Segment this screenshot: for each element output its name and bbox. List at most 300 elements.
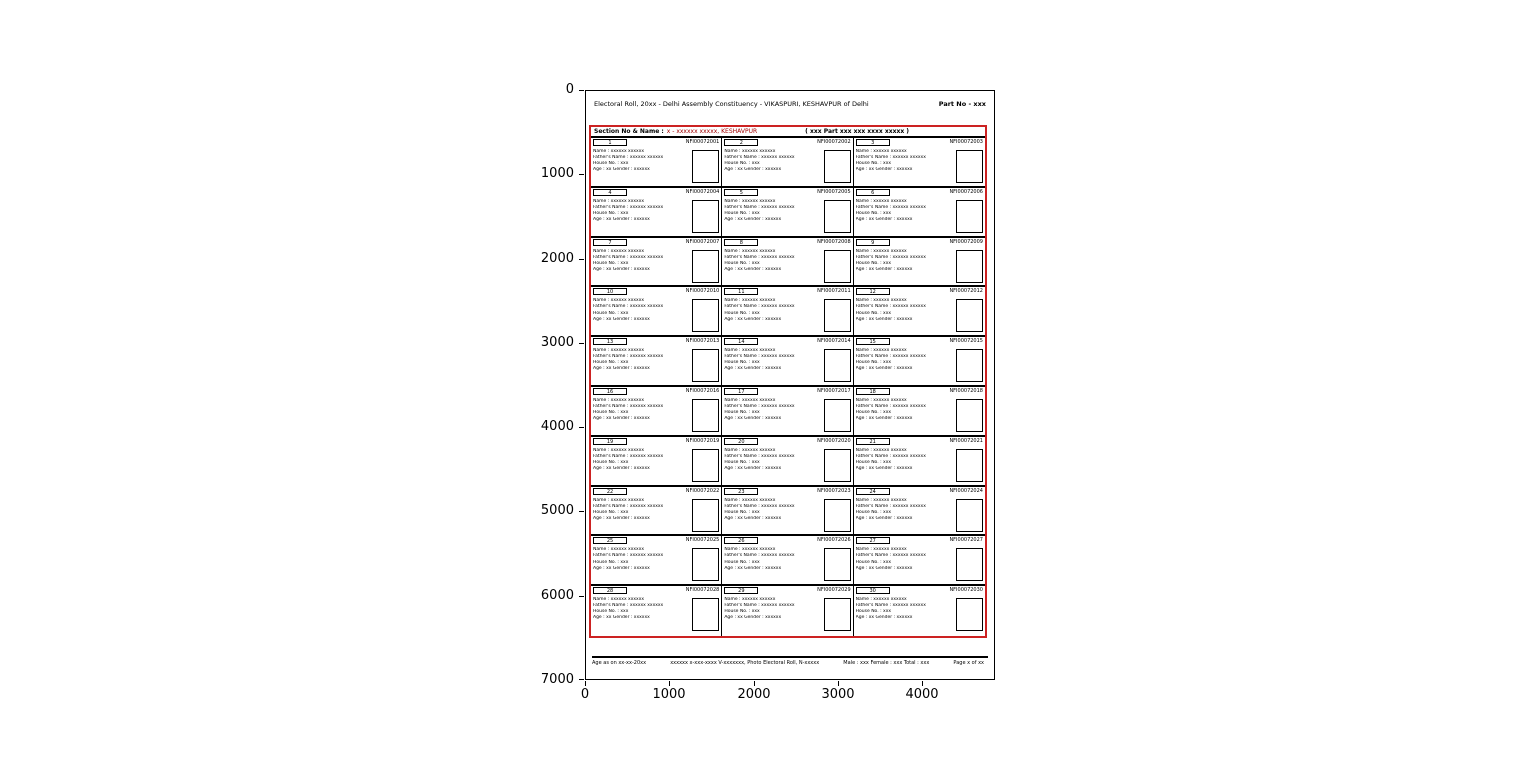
field-line: Name : xxxxxx xxxxxx [593, 149, 645, 154]
field-line: House No. : xxx [724, 509, 760, 515]
voter-card [722, 387, 853, 437]
field-line: Age : xx Gender : xxxxxx [855, 366, 913, 372]
voter-card-header [593, 587, 719, 596]
serial-number-box: 1 [593, 139, 627, 146]
voter-card-header [724, 488, 850, 497]
voter-card [854, 387, 985, 437]
voter-id: NFI00072003 [949, 139, 983, 145]
voter-card-body [593, 547, 719, 581]
voter-card-body [856, 498, 983, 532]
field-line: Age : xx Gender : xxxxxx [724, 266, 782, 272]
voter-id: NFI00072001 [685, 139, 720, 145]
field-line: Name : xxxxxx xxxxxx [593, 248, 645, 254]
field-line: Name : xxxxxx xxxxxx [855, 198, 907, 204]
serial-number-box: 8 [724, 239, 758, 246]
voter-card-body [593, 448, 719, 482]
voter-id: NFI00072008 [817, 238, 851, 245]
serial-number-box: 5 [724, 189, 758, 196]
photo-placeholder [956, 299, 983, 332]
field-line: Age : xx Gender : xxxxxx [593, 565, 650, 571]
voter-fields [593, 448, 690, 482]
voter-card [591, 586, 722, 636]
voter-id: NFI00072010 [685, 288, 720, 295]
field-line: Age : xx Gender : xxxxxx [593, 366, 650, 372]
voter-id: NFI00072028 [685, 587, 720, 594]
photo-placeholder [956, 399, 983, 432]
voter-card-body [724, 448, 850, 482]
field-line: Father's Name : xxxxxx xxxxxx [855, 503, 926, 509]
voter-card [591, 188, 722, 238]
voter-card-body [724, 348, 850, 382]
photo-placeholder [824, 150, 851, 183]
photo-placeholder [692, 399, 719, 432]
voter-card-body [724, 597, 850, 631]
serial-number-box: 22 [593, 488, 627, 495]
voter-fields [856, 249, 954, 283]
field-line: Age : xx Gender : xxxxxx [593, 465, 650, 471]
serial-number-box: 16 [593, 388, 627, 395]
footer-age-note: Age as on xx-xx-20xx [592, 660, 647, 666]
field-line: Father's Name : xxxxxx xxxxxx [724, 155, 795, 161]
serial-number-box: 4 [593, 189, 627, 196]
photo-placeholder [824, 250, 851, 283]
y-tick-mark [579, 343, 584, 344]
field-line: Name : xxxxxx xxxxxx [593, 547, 645, 553]
page-number: Page x of xx [953, 660, 984, 666]
field-line: House No. : xxx [593, 210, 629, 216]
x-tick-mark [838, 681, 839, 686]
field-line: House No. : xxx [593, 260, 629, 266]
serial-number-box: 15 [856, 338, 890, 345]
serial-number-box: 10 [593, 288, 627, 295]
x-tick-mark [754, 681, 755, 686]
voter-card [591, 536, 722, 586]
voter-card-header [593, 288, 719, 297]
voter-card [854, 238, 985, 288]
serial-number-box: 17 [724, 388, 758, 395]
photo-placeholder [824, 299, 851, 332]
document-header [594, 99, 986, 109]
field-line: Father's Name : xxxxxx xxxxxx [724, 254, 795, 260]
field-line: Name : xxxxxx xxxxxx [593, 447, 645, 453]
serial-number-box: 13 [593, 338, 627, 345]
field-line: Father's Name : xxxxxx xxxxxx [724, 204, 795, 210]
voter-id: NFI00072022 [685, 487, 720, 494]
voter-card-body [593, 249, 719, 283]
voter-card [854, 487, 985, 537]
field-line: Name : xxxxxx xxxxxx [855, 248, 907, 254]
section-value: x - xxxxxx xxxxx, KESHAVPUR [666, 128, 758, 135]
photo-placeholder [956, 499, 983, 532]
field-line: Age : xx Gender : xxxxxx [724, 167, 782, 173]
voter-card-body [856, 547, 983, 581]
field-line: House No. : xxx [593, 410, 629, 416]
voter-card [591, 138, 722, 188]
voter-card [722, 437, 853, 487]
voter-card [722, 238, 853, 288]
voter-card [591, 487, 722, 537]
y-tick-mark [579, 511, 584, 512]
serial-number-box: 28 [593, 587, 627, 594]
voter-card-body [856, 448, 983, 482]
field-line: Father's Name : xxxxxx xxxxxx [593, 254, 664, 260]
field-line: Father's Name : xxxxxx xxxxxx [724, 453, 795, 459]
field-line: Father's Name : xxxxxx xxxxxx [593, 503, 664, 509]
voter-fields [593, 348, 690, 382]
voter-id: NFI00072020 [817, 437, 851, 444]
voter-card-header [593, 537, 719, 546]
field-line: Father's Name : xxxxxx xxxxxx [593, 304, 664, 310]
field-line: Age : xx Gender : xxxxxx [855, 615, 913, 621]
x-tick-mark [585, 681, 586, 686]
y-tick-mark [579, 427, 584, 428]
photo-placeholder [824, 399, 851, 432]
photo-placeholder [824, 449, 851, 482]
voter-card-header [856, 587, 983, 596]
voter-id: NFI00072024 [949, 487, 983, 494]
voter-fields [856, 547, 954, 581]
voter-fields [856, 398, 954, 432]
voter-fields [724, 448, 821, 482]
voter-card-header [856, 537, 983, 546]
document-title: Electoral Roll, 20xx - Delhi Assembly Constituency - VIKASPURI, KESHAVPUR of Delhi [594, 100, 869, 108]
photo-placeholder [956, 598, 983, 631]
voter-card [854, 437, 985, 487]
field-line: Father's Name : xxxxxx xxxxxx [593, 453, 664, 459]
voter-fields [856, 348, 954, 382]
serial-number-box: 14 [724, 338, 758, 345]
field-line: Name : xxxxxx xxxxxx [724, 198, 776, 204]
x-tick-label: 1000 [652, 687, 686, 702]
voter-fields [856, 298, 954, 332]
voter-fields [724, 298, 821, 332]
photo-placeholder [956, 150, 983, 183]
field-line: House No. : xxx [724, 410, 760, 416]
field-line: Name : xxxxxx xxxxxx [724, 248, 776, 254]
field-line: Father's Name : xxxxxx xxxxxx [855, 603, 926, 609]
field-line: House No. : xxx [724, 559, 760, 565]
voter-card-body [724, 547, 850, 581]
field-line: Father's Name : xxxxxx xxxxxx [855, 155, 926, 161]
serial-number-box: 11 [724, 288, 758, 295]
field-line: Father's Name : xxxxxx xxxxxx [855, 204, 926, 210]
field-line: Father's Name : xxxxxx xxxxxx [724, 503, 795, 509]
field-line: Father's Name : xxxxxx xxxxxx [593, 603, 664, 609]
field-line: Name : xxxxxx xxxxxx [855, 149, 907, 154]
field-line: House No. : xxx [593, 609, 629, 615]
section-label: Section No & Name : [594, 128, 664, 135]
serial-number-box: 19 [593, 438, 627, 445]
voter-card [722, 188, 853, 238]
photo-placeholder [956, 250, 983, 283]
field-line: House No. : xxx [855, 260, 892, 266]
voter-fields [593, 498, 690, 532]
field-line: Age : xx Gender : xxxxxx [855, 565, 913, 571]
field-line: House No. : xxx [855, 609, 892, 615]
voter-id: NFI00072013 [685, 338, 720, 345]
voter-id: NFI00072023 [817, 487, 851, 494]
serial-number-box: 7 [593, 239, 627, 246]
field-line: Father's Name : xxxxxx xxxxxx [855, 354, 926, 360]
voter-card-body [724, 149, 850, 183]
field-line: House No. : xxx [724, 609, 760, 615]
field-line: Name : xxxxxx xxxxxx [724, 447, 776, 453]
field-line: House No. : xxx [593, 161, 629, 167]
voter-fields [724, 249, 821, 283]
y-tick-mark [579, 259, 584, 260]
field-line: Name : xxxxxx xxxxxx [855, 447, 907, 453]
photo-placeholder [692, 299, 719, 332]
field-line: House No. : xxx [724, 260, 760, 266]
photo-placeholder [824, 598, 851, 631]
field-line: Age : xx Gender : xxxxxx [855, 167, 913, 173]
voter-card-header [724, 587, 850, 596]
voter-card-header [593, 488, 719, 497]
voter-fields [856, 149, 954, 183]
voter-fields [724, 149, 821, 183]
field-line: House No. : xxx [724, 459, 760, 465]
y-tick-label: 7000 [540, 672, 574, 687]
voter-card-header [856, 338, 983, 347]
field-line: Father's Name : xxxxxx xxxxxx [724, 553, 795, 559]
x-tick-label: 4000 [905, 687, 939, 702]
voter-id: NFI00072018 [949, 387, 983, 394]
serial-number-box: 27 [856, 537, 890, 544]
voter-card [722, 138, 853, 188]
voter-card [591, 337, 722, 387]
voter-id: NFI00072025 [685, 537, 720, 544]
voter-card-header [593, 388, 719, 397]
y-tick-label: 3000 [540, 335, 574, 350]
voter-card-header [856, 239, 983, 248]
field-line: Father's Name : xxxxxx xxxxxx [593, 354, 664, 360]
field-line: Age : xx Gender : xxxxxx [855, 216, 913, 222]
field-line: Father's Name : xxxxxx xxxxxx [855, 404, 926, 410]
voter-id: NFI00072015 [949, 338, 983, 345]
voter-card-header [724, 438, 850, 447]
voter-card-body [593, 199, 719, 233]
voter-card-header [593, 139, 719, 148]
field-line: Age : xx Gender : xxxxxx [724, 615, 782, 621]
field-line: House No. : xxx [855, 559, 892, 565]
voter-fields [724, 547, 821, 581]
voter-fields [593, 398, 690, 432]
photo-placeholder [692, 598, 719, 631]
field-line: Age : xx Gender : xxxxxx [593, 216, 650, 222]
voter-fields [593, 199, 690, 233]
field-line: House No. : xxx [724, 310, 760, 316]
footer-roll-info: xxxxxx x-xxx-xxxx V-xxxxxxx, Photo Electoral Roll, N-xxxxx [670, 660, 820, 666]
part-number: Part No - xxx [938, 100, 986, 108]
field-line: Name : xxxxxx xxxxxx [724, 597, 776, 603]
field-line: House No. : xxx [593, 559, 629, 565]
voter-fields [856, 448, 954, 482]
voter-card [722, 487, 853, 537]
field-line: Father's Name : xxxxxx xxxxxx [724, 404, 795, 410]
field-line: Age : xx Gender : xxxxxx [855, 515, 913, 521]
voter-fields [593, 149, 690, 183]
photo-placeholder [824, 548, 851, 581]
x-tick-label: 2000 [737, 687, 771, 702]
field-line: Father's Name : xxxxxx xxxxxx [724, 603, 795, 609]
y-tick-label: 2000 [540, 251, 574, 266]
voter-card-header [724, 189, 850, 198]
voter-id: NFI00072002 [817, 139, 851, 145]
field-line: Father's Name : xxxxxx xxxxxx [593, 404, 664, 410]
field-line: Name : xxxxxx xxxxxx [593, 597, 645, 603]
photo-placeholder [692, 548, 719, 581]
field-line: House No. : xxx [855, 360, 892, 366]
voter-id: NFI00072026 [817, 537, 851, 544]
voter-card [854, 287, 985, 337]
photo-placeholder [692, 150, 719, 183]
field-line: Age : xx Gender : xxxxxx [593, 316, 650, 322]
field-line: Name : xxxxxx xxxxxx [724, 397, 776, 403]
field-line: Name : xxxxxx xxxxxx [855, 497, 907, 503]
field-line: Age : xx Gender : xxxxxx [724, 366, 782, 372]
section-boundary-box [589, 125, 987, 638]
field-line: Father's Name : xxxxxx xxxxxx [593, 155, 664, 161]
voter-card [591, 287, 722, 337]
field-line: Name : xxxxxx xxxxxx [855, 597, 907, 603]
field-line: House No. : xxx [855, 509, 892, 515]
y-tick-label: 6000 [540, 588, 574, 603]
footer-gender-totals: Male : xxx Female : xxx Total : xxx [843, 660, 930, 666]
voter-card-header [724, 288, 850, 297]
x-tick-mark [669, 681, 670, 686]
voter-id: NFI00072029 [817, 587, 851, 594]
serial-number-box: 23 [724, 488, 758, 495]
voter-id: NFI00072012 [949, 288, 983, 295]
field-line: Name : xxxxxx xxxxxx [724, 298, 776, 304]
photo-placeholder [824, 349, 851, 382]
serial-number-box: 25 [593, 537, 627, 544]
voter-card-body [593, 348, 719, 382]
voter-id: NFI00072014 [817, 338, 851, 345]
section-note: ( xxx Part xxx xxx xxxx xxxxx ) [805, 128, 910, 135]
voter-card-header [856, 388, 983, 397]
field-line: Age : xx Gender : xxxxxx [593, 167, 650, 173]
field-line: Age : xx Gender : xxxxxx [593, 416, 650, 422]
field-line: Age : xx Gender : xxxxxx [855, 416, 913, 422]
voter-id: NFI00072005 [817, 188, 851, 195]
field-line: Father's Name : xxxxxx xxxxxx [724, 304, 795, 310]
field-line: Name : xxxxxx xxxxxx [724, 149, 776, 154]
x-tick-label: 3000 [821, 687, 855, 702]
voter-card-header [856, 488, 983, 497]
voter-fields [724, 199, 821, 233]
voter-card [722, 287, 853, 337]
voter-card-body [724, 199, 850, 233]
voter-id: NFI00072007 [685, 238, 720, 245]
field-line: Name : xxxxxx xxxxxx [724, 547, 776, 553]
photo-placeholder [824, 200, 851, 233]
y-tick-label: 5000 [540, 503, 574, 518]
serial-number-box: 3 [856, 139, 890, 146]
voter-card-body [724, 298, 850, 332]
photo-placeholder [692, 250, 719, 283]
y-tick-mark [579, 90, 584, 91]
voter-card-body [856, 249, 983, 283]
field-line: House No. : xxx [724, 161, 760, 167]
voter-card-body [593, 298, 719, 332]
voter-card-body [593, 149, 719, 183]
field-line: Age : xx Gender : xxxxxx [593, 266, 650, 272]
serial-number-box: 21 [856, 438, 890, 445]
voter-fields [593, 597, 690, 631]
x-tick-mark [922, 681, 923, 686]
field-line: House No. : xxx [724, 210, 760, 216]
voter-card [854, 536, 985, 586]
field-line: House No. : xxx [855, 310, 892, 316]
voter-card-body [856, 199, 983, 233]
field-line: House No. : xxx [593, 509, 629, 515]
field-line: House No. : xxx [855, 410, 892, 416]
voter-card-header [593, 438, 719, 447]
voter-fields [593, 249, 690, 283]
photo-placeholder [692, 200, 719, 233]
serial-number-box: 24 [856, 488, 890, 495]
voter-card [854, 188, 985, 238]
field-line: Father's Name : xxxxxx xxxxxx [855, 254, 926, 260]
field-line: Age : xx Gender : xxxxxx [855, 266, 913, 272]
field-line: House No. : xxx [593, 360, 629, 366]
voter-id: NFI00072009 [949, 238, 983, 245]
photo-placeholder [692, 349, 719, 382]
field-line: Age : xx Gender : xxxxxx [724, 416, 782, 422]
field-line: Name : xxxxxx xxxxxx [855, 348, 907, 354]
voter-card-body [593, 398, 719, 432]
field-line: House No. : xxx [593, 459, 629, 465]
voter-id: NFI00072016 [685, 387, 720, 394]
field-line: Father's Name : xxxxxx xxxxxx [855, 304, 926, 310]
y-tick-mark [579, 596, 584, 597]
serial-number-box: 26 [724, 537, 758, 544]
x-tick-label: 0 [580, 687, 590, 702]
photo-placeholder [692, 499, 719, 532]
voter-card-body [856, 398, 983, 432]
voter-id: NFI00072027 [949, 537, 983, 544]
field-line: Father's Name : xxxxxx xxxxxx [724, 354, 795, 360]
field-line: Father's Name : xxxxxx xxxxxx [593, 204, 664, 210]
voter-card-header [856, 438, 983, 447]
voter-fields [856, 498, 954, 532]
photo-placeholder [824, 499, 851, 532]
voter-card-header [724, 388, 850, 397]
voter-card-header [856, 288, 983, 297]
voter-card-body [593, 597, 719, 631]
voter-card [591, 238, 722, 288]
serial-number-box: 12 [856, 288, 890, 295]
field-line: Age : xx Gender : xxxxxx [593, 615, 650, 621]
serial-number-box: 29 [724, 587, 758, 594]
field-line: House No. : xxx [855, 161, 892, 167]
voter-fields [724, 348, 821, 382]
y-tick-mark [579, 679, 584, 680]
serial-number-box: 20 [724, 438, 758, 445]
voter-card-header [593, 189, 719, 198]
photo-placeholder [956, 349, 983, 382]
field-line: Name : xxxxxx xxxxxx [593, 348, 645, 354]
voter-fields [856, 199, 954, 233]
voter-fields [593, 547, 690, 581]
field-line: Name : xxxxxx xxxxxx [724, 497, 776, 503]
field-line: House No. : xxx [855, 210, 892, 216]
voter-card [722, 586, 853, 636]
voter-card-header [724, 139, 850, 148]
field-line: Name : xxxxxx xxxxxx [855, 397, 907, 403]
field-line: Name : xxxxxx xxxxxx [593, 397, 645, 403]
